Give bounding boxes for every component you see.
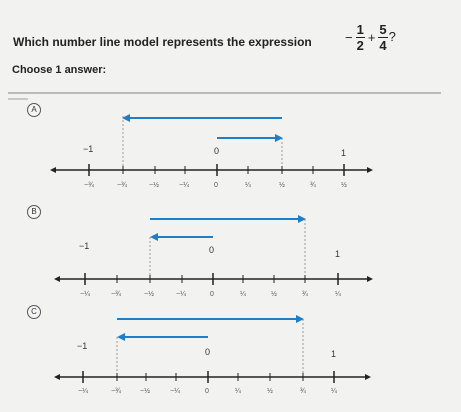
label-one: 1 [335, 249, 341, 259]
question-mark: ? [388, 28, 396, 44]
label-minus-one: −1 [83, 144, 94, 154]
tick-label: −½ [144, 291, 154, 298]
question-prompt [13, 22, 453, 68]
tick-label: ½ [271, 291, 277, 298]
choice-b-radio[interactable]: B [27, 205, 41, 219]
arrowhead [117, 333, 125, 341]
tick-label: ½ [279, 182, 285, 189]
tick-label: ¼ [235, 388, 241, 395]
label-minus-one: −1 [79, 241, 90, 251]
tick-label: ¼ [331, 388, 337, 395]
tick-label: −½ [140, 388, 150, 395]
tick-label: ½ [341, 182, 347, 189]
tick-label: ¾ [300, 388, 306, 395]
tick-label: −¾ [111, 388, 121, 395]
choice-a[interactable] [0, 96, 461, 201]
tick-label: −¼ [176, 291, 186, 298]
axis-arrowhead-right [367, 167, 373, 173]
expression [343, 22, 396, 53]
tick-label: ¼ [335, 291, 341, 298]
axis-arrowhead-left [50, 167, 56, 173]
tick-label: ¾ [310, 182, 316, 189]
fraction-one-half: $\frac{1}{2}$ [356, 22, 364, 53]
tick-label: −¾ [111, 291, 121, 298]
choice-b[interactable] [0, 205, 461, 310]
tick-label: ¾ [302, 291, 308, 298]
choice-c-radio[interactable]: C [27, 305, 41, 319]
tick-label: 0 [205, 388, 209, 395]
tick-label: 0 [210, 291, 214, 298]
label-one: 1 [331, 349, 337, 359]
axis-arrowhead-right [365, 374, 371, 380]
choice-a-number-line [0, 96, 461, 201]
minus-sign: − [345, 30, 353, 45]
arrowhead [298, 215, 306, 223]
tick-label: −¼ [78, 388, 88, 395]
tick-label: −¾ [117, 182, 127, 189]
choice-c[interactable] [0, 305, 461, 410]
choose-answer-label: Choose 1 answer: [12, 64, 107, 76]
divider [8, 92, 441, 94]
plus-sign: + [367, 30, 376, 45]
label-minus-one: −1 [77, 341, 88, 351]
label-zero: 0 [209, 245, 215, 255]
question-text: Which number line model represents the expression [13, 35, 312, 49]
label-one: 1 [341, 148, 347, 158]
tick-label: −¼ [179, 182, 189, 189]
choice-a-radio[interactable]: A [27, 103, 41, 117]
tick-label: −¼ [80, 291, 90, 298]
tick-label: ¼ [240, 291, 246, 298]
label-zero: 0 [205, 347, 211, 357]
fraction-five-fourths: $\frac{5}{4}$ [379, 22, 387, 53]
arrowhead [275, 134, 283, 142]
tick-label: −¼ [170, 388, 180, 395]
axis-arrowhead-right [367, 276, 373, 282]
choice-c-number-line [0, 305, 461, 412]
arrowhead [296, 315, 304, 323]
label-zero: 0 [214, 146, 220, 156]
tick-label: ¼ [245, 182, 251, 189]
axis-arrowhead-left [54, 276, 60, 282]
tick-label: ½ [267, 388, 273, 395]
choice-b-number-line [0, 205, 461, 310]
tick-label: 0 [214, 182, 218, 189]
arrowhead [150, 233, 158, 241]
tick-label: −½ [149, 182, 159, 189]
tick-label: −¾ [84, 182, 94, 189]
axis-arrowhead-left [54, 374, 60, 380]
